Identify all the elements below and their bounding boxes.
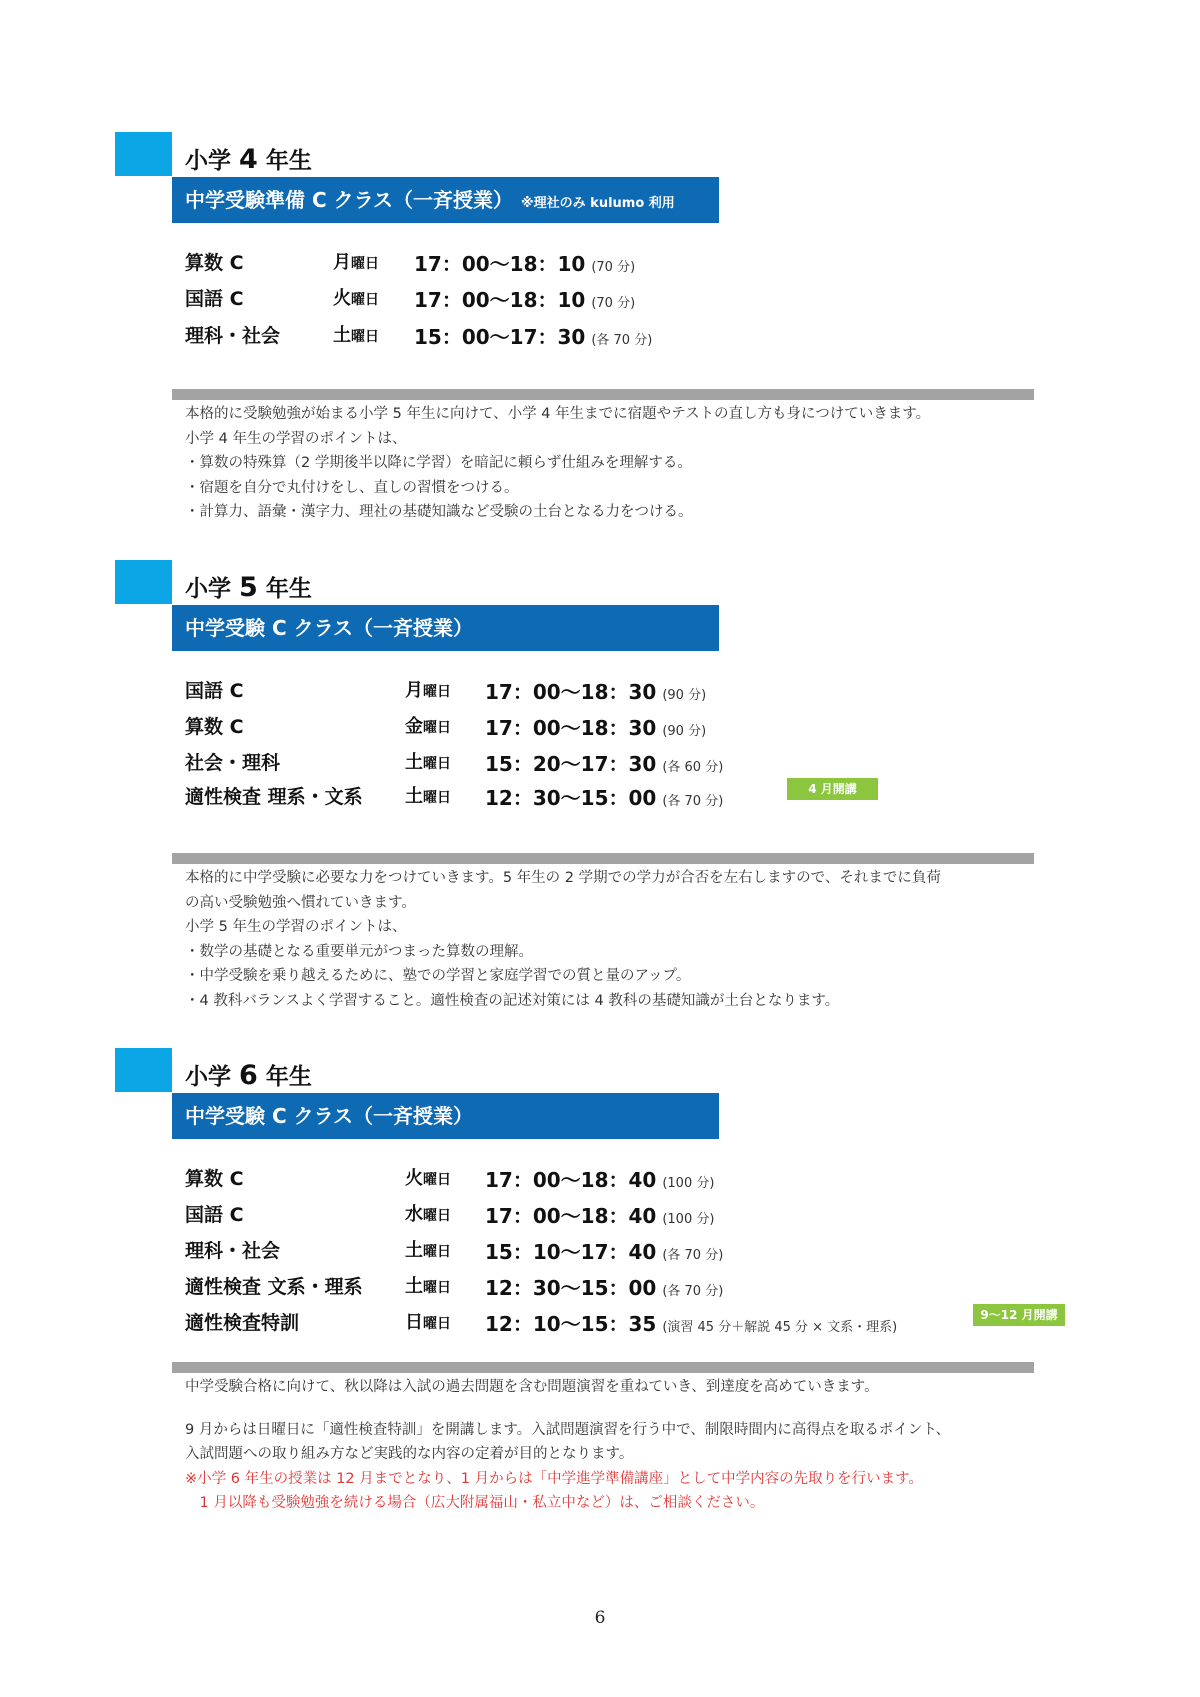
class-title: 中学受験 C クラス（一斉授業） (185, 616, 474, 640)
grade-heading: 小学 4 年生 (185, 144, 312, 175)
time-range: 17：00〜18：40 (100 分) (485, 1168, 715, 1192)
time-range: 15：00〜17：30 (各 70 分) (414, 325, 653, 349)
time-range: 12：30〜15：00 (各 70 分) (485, 786, 724, 810)
weekday: 月曜日 (333, 252, 379, 273)
class-banner (172, 605, 719, 651)
schedule-row (0, 321, 1200, 351)
schedule-row (0, 676, 1200, 706)
schedule-row (0, 748, 1200, 778)
divider (172, 389, 1034, 400)
description-grade-5: 本格的に中学受験に必要な力をつけていきます。5 年生の 2 学期での学力が合否を左右しますので、それまでに負荷 の高い受験勉強へ慣れていきます。 小学 5 年生の学習のポイントは、 ・数学の基礎となる重要単元がつまった算数の理解。 ・中学受験を乗り越えるために、塾での学習と家庭学習での質と量のアップ。 ・4 教科バランスよく学習すること。適性検査の記述対策には 4 教科の基礎知識が土台となります。 (185, 870, 941, 1009)
weekday: 水曜日 (405, 1204, 451, 1225)
weekday: 金曜日 (405, 716, 451, 737)
subject: 国語 C (185, 680, 244, 702)
divider (172, 1362, 1034, 1373)
subject: 算数 C (185, 716, 244, 738)
class-title: 中学受験準備 C クラス（一斉授業） (185, 188, 514, 212)
subject: 理科・社会 (185, 325, 281, 347)
time-range: 12：30〜15：00 (各 70 分) (485, 1276, 724, 1300)
grade-heading: 小学 5 年生 (185, 572, 312, 603)
schedule-row (0, 1164, 1200, 1194)
accent-block (115, 132, 172, 176)
grade-heading: 小学 6 年生 (185, 1060, 312, 1091)
schedule-row (0, 712, 1200, 742)
weekday: 火曜日 (405, 1168, 451, 1189)
weekday: 土曜日 (405, 752, 451, 773)
subject: 適性検査 文系・理系 (185, 1276, 363, 1298)
weekday: 土曜日 (405, 1240, 451, 1261)
time-range: 17：00〜18：30 (90 分) (485, 680, 707, 704)
start-month-badge: 9〜12 月開講 (973, 1304, 1065, 1326)
subject: 適性検査特訓 (185, 1312, 300, 1334)
time-range: 17：00〜18：10 (70 分) (414, 252, 636, 276)
subject: 適性検査 理系・文系 (185, 786, 363, 808)
subject: 社会・理科 (185, 752, 281, 774)
description-grade-4: 本格的に受験勉強が始まる小学 5 年生に向けて、小学 4 年生までに宿題やテストの直し方も身につけていきます。 小学 4 年生の学習のポイントは、 ・算数の特殊算（2 学期後半以降に学習）を暗記に頼らず仕組みを理解する。 ・宿題を自分で丸付けをし、直しの習慣をつける。 ・計算力、語彙・漢字力、理社の基礎知識など受験の土台となる力をつける。 (185, 406, 931, 520)
weekday: 月曜日 (405, 680, 451, 701)
page-number: 6 (594, 1608, 606, 1628)
description-grade-6: 中学受験合格に向けて、秋以降は入試の過去問題を含む問題演習を重ねていき、到達度を高めていきます。 9 月からは日曜日に「適性検査特訓」を開講します。入試問題演習を行う中で、制限時間内に高得点を取るポイント、 入試問題への取り組み方など実践的な内容の定着が目的となります。 ※小学 6 年生の授業は 12 月までとなり、1 月からは「中学進学準備講座」として中学内容の先取りを行います。 1 月以降も受験勉強を続ける場合（広大附属福山・私立中など）は、ご相談ください。 (185, 1375, 1035, 1516)
weekday: 土曜日 (405, 786, 451, 807)
notice-text: 1 月以降も受験勉強を続ける場合（広大附属福山・私立中など）は、ご相談ください。 (185, 1495, 765, 1511)
weekday: 土曜日 (333, 325, 379, 346)
class-note: ※理社のみ kulumo 利用 (521, 196, 675, 211)
subject: 国語 C (185, 1204, 244, 1226)
subject: 算数 C (185, 1168, 244, 1190)
time-range: 12：10〜15：35 (演習 45 分＋解説 45 分 × 文系・理系) (485, 1312, 898, 1336)
weekday: 日曜日 (405, 1312, 451, 1333)
time-range: 15：10〜17：40 (各 70 分) (485, 1240, 724, 1264)
schedule-row (0, 1272, 1200, 1302)
notice-text: ※小学 6 年生の授業は 12 月までとなり、1 月からは「中学進学準備講座」として中学内容の先取りを行います。 (185, 1470, 923, 1487)
accent-block (115, 560, 172, 604)
time-range: 17：00〜18：40 (100 分) (485, 1204, 715, 1228)
subject: 算数 C (185, 252, 244, 274)
schedule-row (0, 284, 1200, 314)
weekday: 火曜日 (333, 288, 379, 309)
class-banner (172, 177, 719, 223)
subject: 国語 C (185, 288, 244, 310)
time-range: 17：00〜18：30 (90 分) (485, 716, 707, 740)
schedule-row (0, 248, 1200, 278)
subject: 理科・社会 (185, 1240, 281, 1262)
class-title: 中学受験 C クラス（一斉授業） (185, 1104, 474, 1128)
weekday: 土曜日 (405, 1276, 451, 1297)
start-month-badge: 4 月開講 (787, 778, 878, 800)
time-range: 15：20〜17：30 (各 60 分) (485, 752, 724, 776)
class-banner (172, 1093, 719, 1139)
time-range: 17：00〜18：10 (70 分) (414, 288, 636, 312)
schedule-row (0, 782, 1200, 812)
schedule-row (0, 1200, 1200, 1230)
divider (172, 853, 1034, 864)
accent-block (115, 1048, 172, 1092)
schedule-row (0, 1308, 1200, 1338)
schedule-row (0, 1236, 1200, 1266)
